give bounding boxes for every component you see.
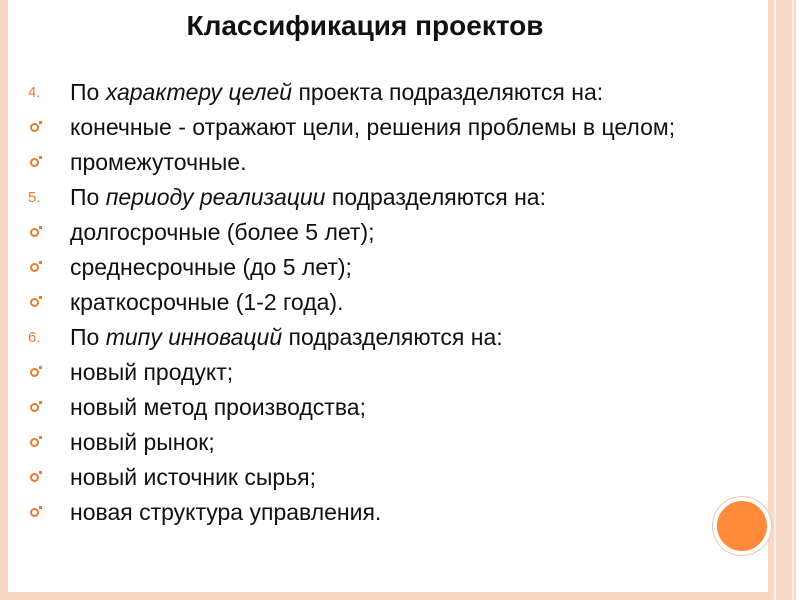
bullet-text: новый рынок; (70, 429, 215, 455)
frame-stripe (774, 0, 776, 600)
item-text-end: подразделяются на: (282, 324, 503, 350)
left-frame-border (0, 0, 8, 600)
bullet-text: новый метод производства; (70, 394, 366, 420)
item-emphasis: характеру целей (105, 79, 293, 105)
bullet-text: новый источник сырья; (70, 464, 317, 490)
item-text-end: проекта подразделяются на: (292, 79, 604, 105)
bullet-item (28, 113, 718, 141)
bullet-icon (30, 228, 39, 237)
bullet-item (28, 218, 718, 246)
bullet-item (28, 498, 718, 526)
numbered-item (28, 78, 718, 106)
bullet-icon (30, 403, 39, 412)
frame-stripe (796, 0, 800, 600)
bullet-icon (30, 473, 39, 482)
bullet-item (28, 393, 718, 421)
number-marker: 5. (28, 189, 41, 206)
bullet-icon (30, 123, 39, 132)
bullet-text: среднесрочные (до 5 лет); (70, 254, 352, 280)
item-text-start: По (70, 324, 106, 350)
bullet-text: промежуточные. (70, 149, 247, 175)
bullet-text: конечные - отражают цели, решения проблемы в целом; (70, 114, 676, 140)
classification-list (28, 78, 718, 533)
number-marker: 6. (28, 329, 41, 346)
bullet-item (28, 148, 718, 176)
item-text-start: По (70, 184, 106, 210)
numbered-item (28, 183, 718, 211)
bullet-icon (30, 438, 39, 447)
item-emphasis: типу инноваций (105, 324, 283, 350)
bullet-item (28, 253, 718, 281)
right-frame-border (768, 0, 800, 600)
bullet-text: новая структура управления. (70, 499, 382, 525)
frame-stripe (792, 0, 794, 600)
bullet-icon (30, 298, 39, 307)
bullet-text: новый продукт; (70, 359, 234, 385)
bullet-text: краткосрочные (1-2 года). (70, 289, 344, 315)
bullet-icon (30, 158, 39, 167)
bullet-item (28, 288, 718, 316)
bullet-icon (30, 263, 39, 272)
slide-title: Классификация проектов (186, 10, 544, 41)
bullet-icon (30, 508, 39, 517)
bullet-item (28, 463, 718, 491)
numbered-item (28, 323, 718, 351)
item-text-start: По (70, 79, 106, 105)
bottom-frame-border (0, 592, 770, 600)
bullet-item (28, 428, 718, 456)
item-emphasis: периоду реализации (105, 184, 326, 210)
decorative-orange-circle (713, 497, 771, 555)
number-marker: 4. (28, 84, 41, 101)
bullet-item (28, 358, 718, 386)
item-text-end: подразделяются на: (325, 184, 546, 210)
bullet-text: долгосрочные (более 5 лет); (70, 219, 375, 245)
bullet-icon (30, 368, 39, 377)
